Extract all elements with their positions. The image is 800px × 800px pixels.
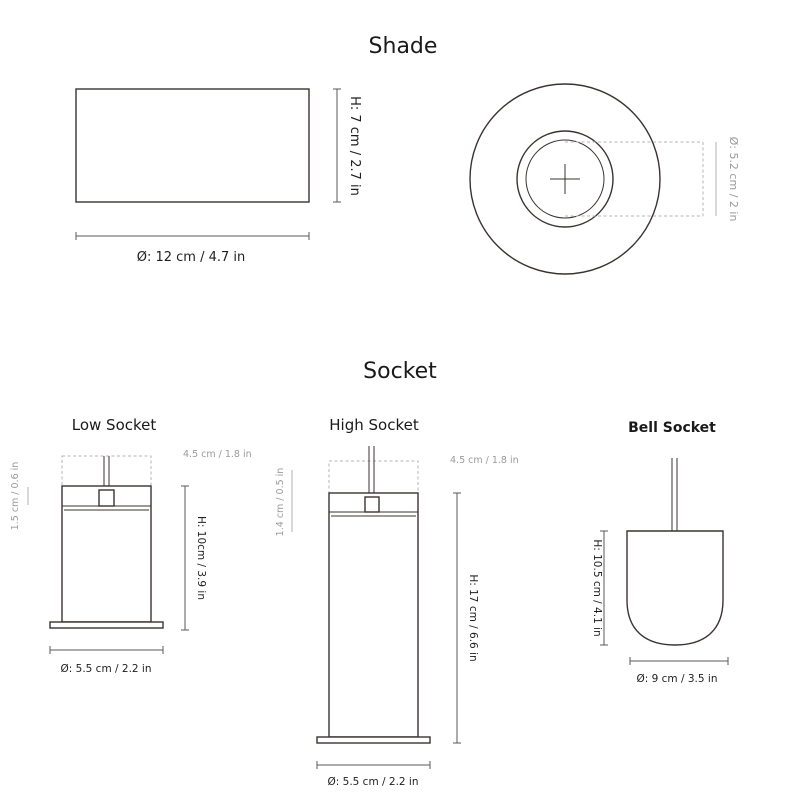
bell-socket bbox=[591, 420, 728, 685]
bell-diameter-label: Ø: 9 cm / 3.5 in bbox=[636, 673, 718, 685]
high-socket-connector bbox=[365, 497, 379, 512]
shade-title: Shade bbox=[368, 34, 438, 59]
bell-socket-body bbox=[627, 531, 723, 645]
high-socket bbox=[275, 416, 519, 788]
low-diameter-label: Ø: 5.5 cm / 2.2 in bbox=[60, 663, 152, 675]
high-diameter-label: Ø: 5.5 cm / 2.2 in bbox=[327, 776, 419, 788]
high-height-label: H: 17 cm / 6.6 in bbox=[467, 574, 479, 662]
shade-side-rect bbox=[76, 89, 309, 202]
socket-title: Socket bbox=[363, 359, 437, 384]
low-height-label: H: 10cm / 3.9 in bbox=[195, 516, 207, 600]
high-socket-base bbox=[317, 737, 430, 743]
high-socket-title: High Socket bbox=[329, 416, 419, 434]
high-cap-height-label: 1.4 cm / 0.5 in bbox=[275, 467, 286, 537]
shade-height-label: H: 7 cm / 2.7 in bbox=[347, 96, 362, 196]
low-top-width-label: 4.5 cm / 1.8 in bbox=[183, 449, 252, 460]
bell-socket-title: Bell Socket bbox=[628, 420, 716, 436]
high-socket-body bbox=[329, 493, 418, 737]
high-top-width-label: 4.5 cm / 1.8 in bbox=[450, 455, 519, 466]
low-socket-title: Low Socket bbox=[71, 416, 157, 434]
shade-top-view bbox=[470, 84, 740, 274]
low-top-dashed-box bbox=[62, 456, 151, 486]
shade-side-view bbox=[76, 89, 362, 265]
low-socket-connector bbox=[99, 490, 114, 506]
shade-inner-diameter-label: Ø: 5.2 cm / 2 in bbox=[727, 136, 740, 222]
low-socket-base bbox=[50, 622, 163, 628]
low-cap-height-label: 1.5 cm / 0.6 in bbox=[10, 461, 21, 531]
shade-diameter-label: Ø: 12 cm / 4.7 in bbox=[136, 250, 246, 265]
bell-height-label: H: 10.5 cm / 4.1 in bbox=[591, 539, 603, 637]
low-socket bbox=[10, 416, 252, 675]
